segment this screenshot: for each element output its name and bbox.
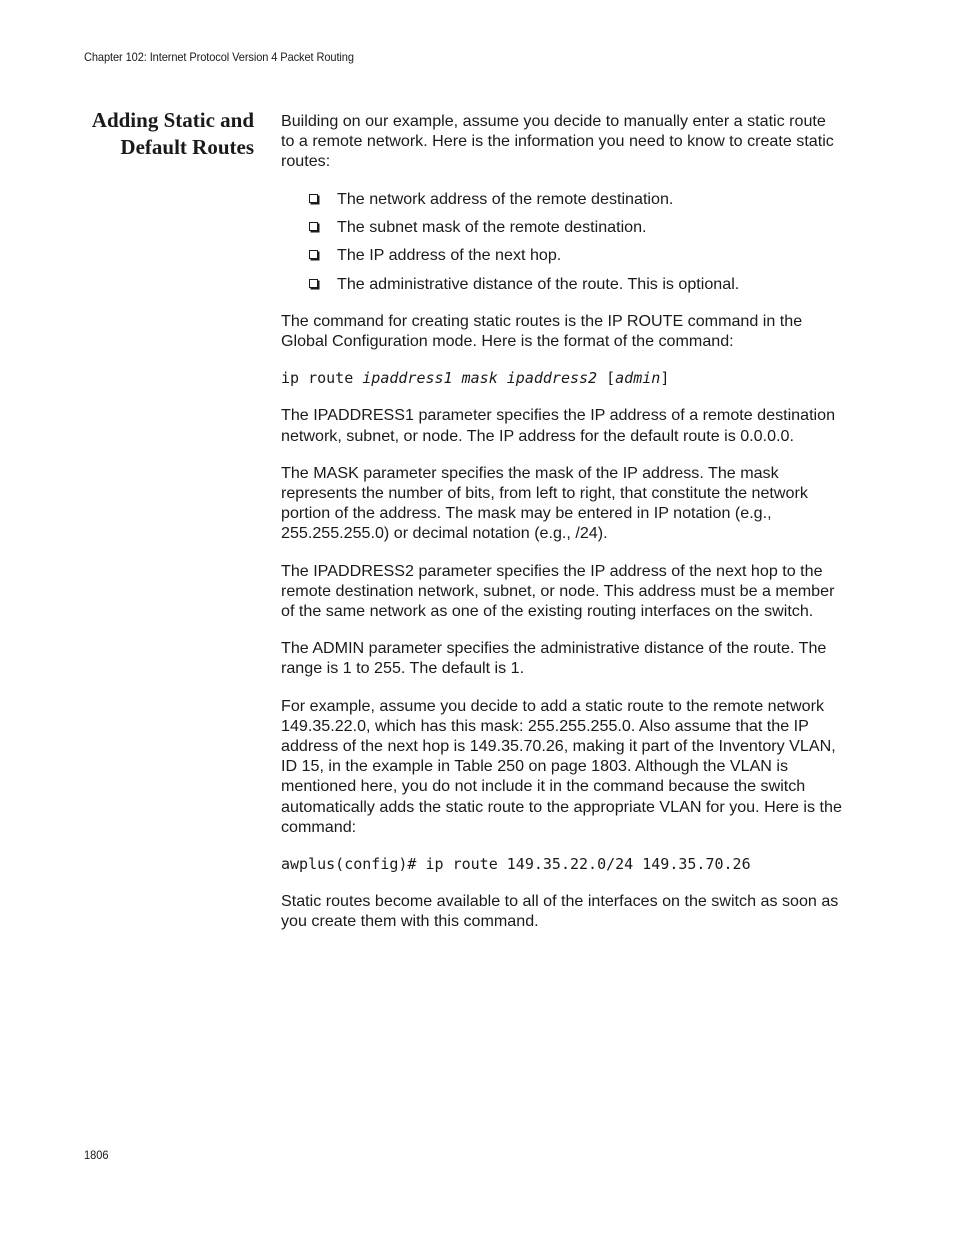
- list-item: [309, 274, 843, 294]
- list-item-text: The administrative distance of the route. This is optional.: [337, 274, 740, 293]
- requirements-list: [281, 189, 843, 294]
- syntax-optional-open: [: [597, 369, 616, 388]
- mask-description: The MASK parameter specifies the mask of the IP address. The mask represents the number of bits, from left to right, that constitute the network portion of the address. The mask may be entered in IP notation (e.g., 255.255.255.0) or decimal notation (e.g., /24).: [281, 463, 808, 543]
- checkbox-bullet-icon: [309, 250, 318, 259]
- admin-description: The ADMIN parameter specifies the administrative distance of the route. The range is 1 to 255. The default is 1.: [281, 639, 827, 678]
- section-heading-line-2: Default Routes: [120, 135, 254, 159]
- list-item-text: The subnet mask of the remote destination.: [337, 218, 647, 236]
- section-heading: [60, 107, 254, 161]
- syntax-param-admin: admin: [615, 369, 661, 388]
- command-intro-paragraph: The command for creating static routes is the IP ROUTE command in the Global Configuration mode. Here is the format of the command:: [281, 311, 803, 351]
- body-content: [281, 111, 843, 948]
- syntax-param-mask: mask: [461, 369, 498, 388]
- command-syntax: [281, 368, 843, 388]
- syntax-param-ipaddress1: ipaddress1: [362, 369, 453, 388]
- example-command: awplus(config)# ip route 149.35.22.0/24 149.35.70.26: [281, 855, 751, 874]
- example-paragraph: For example, assume you decide to add a static route to the remote network 149.35.22.0, which has this mask: 255.255.255.0. Also assume that the IP address of the next hop is 149.35.70.26, making it part of the Inventory VLAN, ID 15, in the example in Table 250 on page 1803. Although the VLAN is mentioned here, you do not include it in the command because the switch automatically adds the static route to the appropriate VLAN for you. Here is the command:: [281, 696, 842, 836]
- syntax-command: ip route: [281, 369, 363, 388]
- list-item: [309, 189, 843, 209]
- checkbox-bullet-icon: [309, 194, 318, 203]
- running-header: Chapter 102: Internet Protocol Version 4 Packet Routing: [84, 50, 354, 64]
- closing-paragraph: Static routes become available to all of the interfaces on the switch as soon as you create them with this command.: [281, 892, 839, 931]
- list-item: [309, 245, 843, 265]
- list-item-text: The network address of the remote destination.: [337, 189, 674, 208]
- ipaddress2-description: The IPADDRESS2 parameter specifies the IP address of the next hop to the remote destination network, subnet, or node. This address must be a member of the same network as one of the existing routing interfaces on the switch.: [281, 561, 835, 621]
- intro-paragraph: Building on our example, assume you decide to manually enter a static route to a remote network. Here is the information you need to know to create static routes:: [281, 112, 834, 171]
- list-item-text: The IP address of the next hop.: [337, 246, 562, 265]
- page-number: 1806: [84, 1148, 109, 1162]
- list-item: [309, 217, 843, 237]
- section-heading-line-1: Adding Static and: [91, 108, 254, 132]
- ipaddress1-description: The IPADDRESS1 parameter specifies the IP address of a remote destination network, subnet, or node. The IP address for the default route is 0.0.0.0.: [281, 406, 836, 445]
- syntax-separator: [498, 369, 507, 387]
- checkbox-bullet-icon: [309, 222, 318, 231]
- syntax-separator: [453, 369, 462, 387]
- checkbox-bullet-icon: [309, 279, 318, 288]
- syntax-param-ipaddress2: ipaddress2: [506, 369, 598, 388]
- syntax-optional-close: ]: [660, 369, 670, 388]
